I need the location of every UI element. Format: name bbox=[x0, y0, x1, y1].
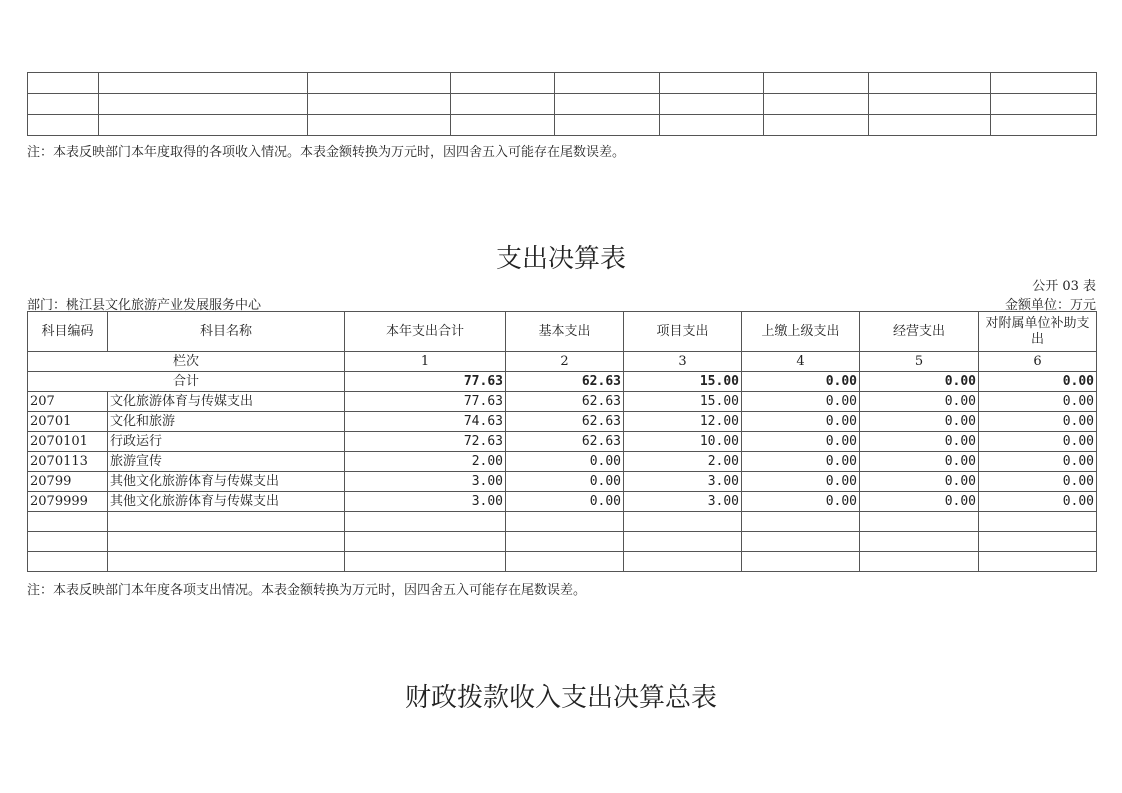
expenditure-table bbox=[27, 311, 1097, 572]
row-value: 77.63 bbox=[345, 392, 506, 412]
table-row bbox=[28, 492, 1097, 512]
row-value: 0.00 bbox=[860, 412, 979, 432]
row-value: 0.00 bbox=[506, 452, 624, 472]
row-code: 2079999 bbox=[28, 492, 108, 512]
expenditure-title: 支出决算表 bbox=[495, 244, 626, 274]
header-cell: 对附属单位补助支出 bbox=[979, 312, 1097, 352]
row-value: 62.63 bbox=[506, 392, 624, 412]
row-value: 0.00 bbox=[860, 492, 979, 512]
index-num: 4 bbox=[742, 352, 860, 372]
row-value: 0.00 bbox=[979, 392, 1097, 412]
table-row bbox=[28, 432, 1097, 452]
income-table-tail bbox=[27, 72, 1097, 136]
row-name: 其他文化旅游体育与传媒支出 bbox=[108, 472, 345, 492]
total-value: 62.63 bbox=[506, 372, 624, 392]
header-cell: 科目名称 bbox=[108, 312, 345, 352]
table-row bbox=[28, 73, 1097, 94]
department-label: 部门：桃江县文化旅游产业发展服务中心 bbox=[27, 298, 262, 313]
total-value: 0.00 bbox=[860, 372, 979, 392]
form-number: 公开 03 表 bbox=[1032, 279, 1096, 294]
row-code: 2070101 bbox=[28, 432, 108, 452]
row-value: 0.00 bbox=[742, 432, 860, 452]
header-cell: 项目支出 bbox=[624, 312, 742, 352]
row-value: 3.00 bbox=[345, 472, 506, 492]
row-value: 62.63 bbox=[506, 412, 624, 432]
table-row bbox=[28, 412, 1097, 432]
index-num: 3 bbox=[624, 352, 742, 372]
row-name: 其他文化旅游体育与传媒支出 bbox=[108, 492, 345, 512]
next-table-title: 财政拨款收入支出决算总表 bbox=[404, 683, 717, 713]
row-value: 12.00 bbox=[624, 412, 742, 432]
header-row bbox=[28, 312, 1097, 352]
row-value: 0.00 bbox=[742, 472, 860, 492]
unit-label: 金额单位：万元 bbox=[1004, 298, 1096, 313]
row-code: 20799 bbox=[28, 472, 108, 492]
row-value: 0.00 bbox=[506, 472, 624, 492]
expenditure-note: 注：本表反映部门本年度各项支出情况。本表金额转换为万元时，因四舍五入可能存在尾数误差。 bbox=[27, 583, 587, 598]
table-row bbox=[28, 94, 1097, 115]
row-value: 0.00 bbox=[506, 492, 624, 512]
row-value: 0.00 bbox=[979, 412, 1097, 432]
row-value: 3.00 bbox=[345, 492, 506, 512]
index-num: 6 bbox=[979, 352, 1097, 372]
row-value: 0.00 bbox=[979, 492, 1097, 512]
header-cell: 上缴上级支出 bbox=[742, 312, 860, 352]
row-value: 2.00 bbox=[345, 452, 506, 472]
row-value: 74.63 bbox=[345, 412, 506, 432]
income-note: 注：本表反映部门本年度取得的各项收入情况。本表金额转换为万元时，因四舍五入可能存在尾数误差。 bbox=[27, 145, 626, 160]
total-row bbox=[28, 372, 1097, 392]
empty-row bbox=[28, 532, 1097, 552]
row-value: 3.00 bbox=[624, 472, 742, 492]
total-value: 0.00 bbox=[742, 372, 860, 392]
row-value: 72.63 bbox=[345, 432, 506, 452]
index-num: 5 bbox=[860, 352, 979, 372]
row-value: 0.00 bbox=[860, 392, 979, 412]
row-name: 文化和旅游 bbox=[108, 412, 345, 432]
table-row bbox=[28, 472, 1097, 492]
row-code: 2070113 bbox=[28, 452, 108, 472]
row-value: 3.00 bbox=[624, 492, 742, 512]
row-value: 0.00 bbox=[979, 472, 1097, 492]
total-value: 15.00 bbox=[624, 372, 742, 392]
row-value: 62.63 bbox=[506, 432, 624, 452]
header-cell: 科目编码 bbox=[28, 312, 108, 352]
row-code: 20701 bbox=[28, 412, 108, 432]
row-value: 0.00 bbox=[860, 472, 979, 492]
row-name: 旅游宣传 bbox=[108, 452, 345, 472]
header-cell: 基本支出 bbox=[506, 312, 624, 352]
row-value: 0.00 bbox=[742, 392, 860, 412]
table-row bbox=[28, 452, 1097, 472]
row-code: 207 bbox=[28, 392, 108, 412]
header-cell: 经营支出 bbox=[860, 312, 979, 352]
row-value: 2.00 bbox=[624, 452, 742, 472]
total-label: 合计 bbox=[28, 372, 345, 392]
row-value: 0.00 bbox=[742, 412, 860, 432]
row-name: 文化旅游体育与传媒支出 bbox=[108, 392, 345, 412]
row-value: 0.00 bbox=[742, 452, 860, 472]
total-value: 0.00 bbox=[979, 372, 1097, 392]
row-value: 0.00 bbox=[742, 492, 860, 512]
row-value: 10.00 bbox=[624, 432, 742, 452]
row-value: 0.00 bbox=[979, 452, 1097, 472]
empty-row bbox=[28, 552, 1097, 572]
empty-row bbox=[28, 512, 1097, 532]
row-value: 0.00 bbox=[860, 452, 979, 472]
index-num: 1 bbox=[345, 352, 506, 372]
row-value: 0.00 bbox=[979, 432, 1097, 452]
header-cell: 本年支出合计 bbox=[345, 312, 506, 352]
row-name: 行政运行 bbox=[108, 432, 345, 452]
index-row bbox=[28, 352, 1097, 372]
row-value: 15.00 bbox=[624, 392, 742, 412]
total-value: 77.63 bbox=[345, 372, 506, 392]
row-value: 0.00 bbox=[860, 432, 979, 452]
index-label: 栏次 bbox=[28, 352, 345, 372]
table-row bbox=[28, 115, 1097, 136]
table-row bbox=[28, 392, 1097, 412]
index-num: 2 bbox=[506, 352, 624, 372]
